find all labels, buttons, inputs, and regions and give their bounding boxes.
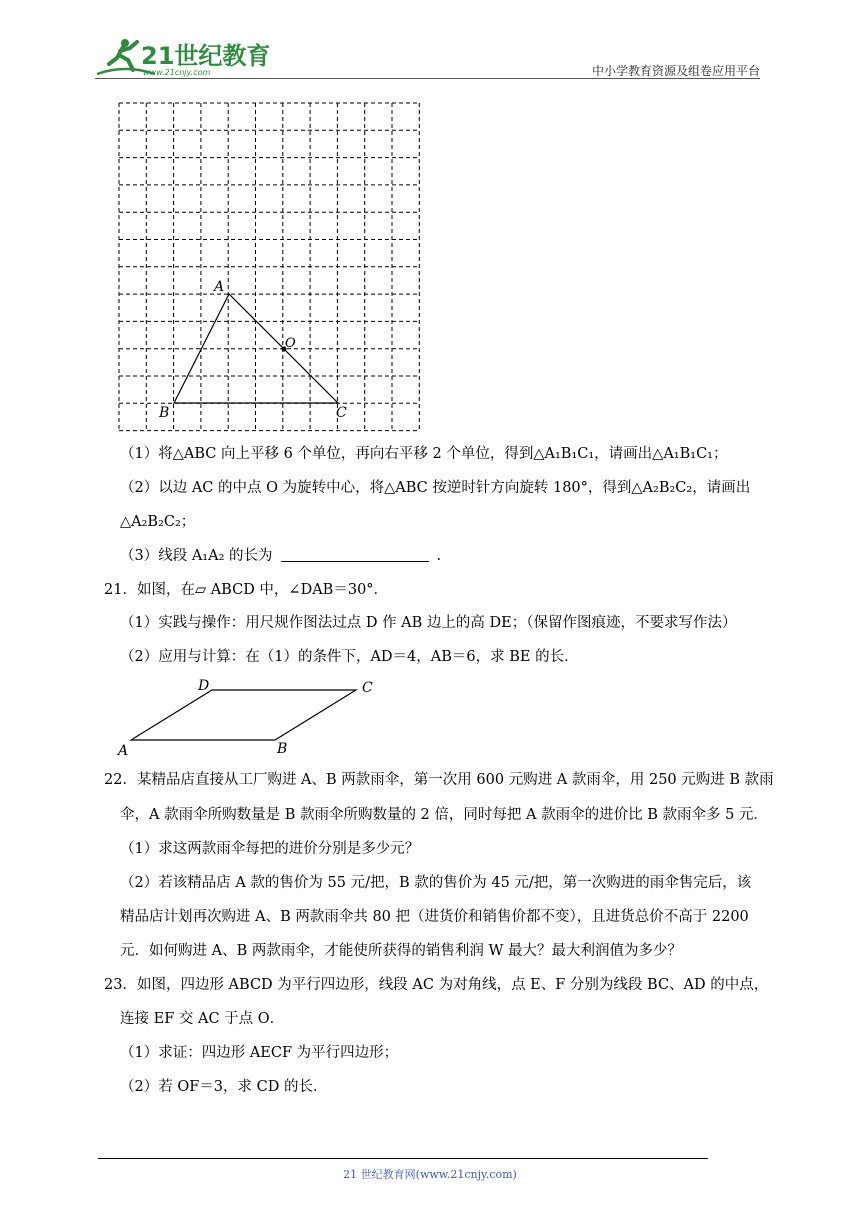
q23-part2: （2）若 OF＝3，求 CD 的长．	[120, 1079, 328, 1095]
q20-part1: （1）将△ABC 向上平移 6 个单位，再向右平移 2 个单位，得到△A₁B₁C₁，请画出△A₁B₁C₁；	[120, 446, 728, 462]
q21-part2: （2）应用与计算：在（1）的条件下，AD＝4，AB＝6，求 BE 的长．	[120, 649, 579, 665]
q20-part3-end: .	[436, 548, 442, 564]
q22-part2-line2: 精品店计划再次购进 A、B 两款雨伞共 80 把（进货价和销售价都不变），且进货总价不高于 2200	[120, 909, 749, 925]
q22-line1: 22．某精品店直接从工厂购进 A、B 两款雨伞，第一次用 600 元购进 A 款雨伞，用 250 元购进 B 款雨	[104, 772, 774, 788]
q20-part3-text: （3）线段 A₁A₂ 的长为	[120, 548, 273, 564]
label-c: C	[362, 680, 373, 696]
q22-line2: 伞，A 款雨伞所购数量是 B 款雨伞所购数量的 2 倍，同时每把 A 款雨伞的进价比 B 款雨伞多 5 元．	[120, 807, 768, 823]
q20-part2-line2: △A₂B₂C₂；	[120, 514, 196, 530]
q21-part1: （1）实践与操作：用尺规作图法过点 D 作 AB 边上的高 DE；（保留作图痕迹，不要求写作法）	[120, 615, 737, 631]
q21-title: 21．如图，在▱ ABCD 中，∠DAB＝30°．	[104, 582, 389, 598]
label-o: O	[285, 336, 296, 351]
q22-part2-line3: 元．如何购进 A、B 两款雨伞，才能使所获得的销售利润 W 最大？最大利润值为多少？	[120, 943, 682, 959]
q20-part2-line1: （2）以边 AC 的中点 O 为旋转中心，将△ABC 按逆时针方向旋转 180°，得到△A₂B₂C₂，请画出	[120, 480, 751, 496]
logo	[95, 34, 275, 78]
q22-part2-line1: （2）若该精品店 A 款的售价为 55 元/把，B 款的售价为 45 元/把，第一次购进的雨伞售完后，该	[120, 875, 752, 891]
logo-url: www.21cnjy.com	[143, 68, 211, 77]
header-platform-text: 中小学教育资源及组卷应用平台	[591, 64, 760, 78]
logo-text: 21世纪教育	[141, 42, 271, 70]
q20-part3	[120, 546, 441, 566]
dashed-grid	[119, 103, 419, 431]
label-b: B	[159, 405, 170, 421]
header-divider	[95, 78, 760, 79]
label-a: A	[214, 279, 225, 295]
q23-line2: 连接 EF 交 AC 于点 O．	[120, 1011, 285, 1027]
parallelogram-abcd	[131, 690, 356, 740]
footer-text: 21 世纪教育网(www.21cnjy.com)	[343, 1168, 517, 1181]
grid-figure	[110, 95, 455, 435]
label-d: D	[198, 678, 210, 694]
answer-blank[interactable]	[281, 547, 429, 562]
footer-divider	[98, 1158, 708, 1159]
q22-part1: （1）求这两款雨伞每把的进价分别是多少元？	[120, 841, 420, 857]
label-a: A	[118, 743, 129, 759]
label-b: B	[277, 741, 288, 757]
label-c: C	[336, 405, 347, 421]
q23-part1: （1）求证：四边形 AECF 为平行四边形；	[120, 1045, 399, 1061]
parallelogram-figure	[110, 675, 390, 760]
q23-line1: 23．如图，四边形 ABCD 为平行四边形，线段 AC 为对角线，点 E、F 分别为线段 BC、AD 的中点，	[104, 977, 769, 993]
page-header	[95, 30, 760, 80]
